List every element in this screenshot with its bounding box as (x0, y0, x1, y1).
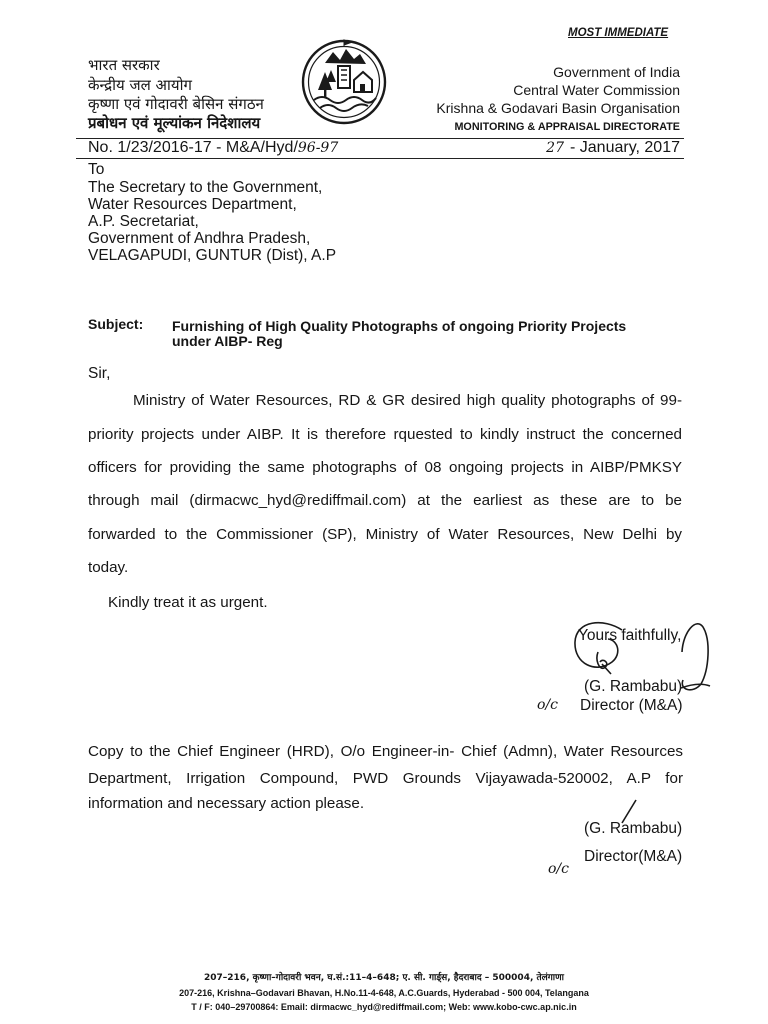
reference-number (88, 139, 338, 157)
letter-date-printed: - January, 2017 (570, 139, 680, 156)
letter-date-day-handwritten: 27 (546, 140, 564, 156)
addressee-line: Government of Andhra Pradesh, (88, 230, 311, 247)
signatory-name: (G. Rambabu) (584, 678, 683, 695)
copy-signatory-note-handwritten: o/c (548, 861, 569, 877)
letterhead-directorate: MONITORING & APPRAISAL DIRECTORATE (454, 121, 680, 133)
footer-contact: T / F: 040–29700864: Email: dirmacwc_hyd@rediffmail.com; Web: www.kobo-cwc.ap.nic.in (191, 1002, 577, 1012)
letterhead-hindi-organisation: कृष्णा एवं गोदावरी बेसिन संगठन (88, 95, 264, 113)
body-line: through mail (dirmacwc_hyd@rediffmail.com) at the earliest as these are to be (88, 492, 682, 509)
letterhead-hindi-commission: केन्द्रीय जल आयोग (88, 76, 192, 94)
closing-request: Kindly treat it as urgent. (108, 594, 268, 611)
subject-label: Subject: (88, 316, 144, 332)
addressee-line: A.P. Secretariat, (88, 213, 199, 230)
salutation: Sir, (88, 365, 111, 382)
copy-signatory-name: (G. Rambabu) (584, 820, 683, 837)
copy-to-line: Copy to the Chief Engineer (HRD), O/o Engineer-in- Chief (Admn), Water Resources (88, 743, 683, 760)
addressee-to: To (88, 161, 105, 178)
body-line: priority projects under AIBP. It is therefore rquested to kindly instruct the concerned (88, 426, 682, 443)
footer-address-english: 207-216, Krishna–Godavari Bhavan, H.No.11-4-648, A.C.Guards, Hyderabad - 500 004, Telangana (179, 988, 589, 998)
signatory-note-handwritten: o/c (537, 697, 558, 713)
body-line: Ministry of Water Resources, RD & GR desired high quality photographs of 99- (133, 392, 682, 409)
footer-address-hindi: 207–216, कृष्णा–गोदावरी भवन, घ.सं.:11–4–648; ए. सी. गार्ड्स, हैदराबाद – 500004, तेलंगाणा (204, 973, 564, 983)
addressee-line: VELAGAPUDI, GUNTUR (Dist), A.P (88, 247, 337, 264)
valediction: Yours faithfully, (578, 627, 682, 644)
organisation-seal (298, 36, 390, 126)
letterhead-organisation: Krishna & Godavari Basin Organisation (436, 100, 680, 116)
copy-signatory-designation: Director(M&A) (584, 848, 683, 865)
addressee-line: Water Resources Department, (88, 196, 297, 213)
letterhead-hindi-directorate: प्रबोधन एवं मूल्यांकन निदेशालय (88, 114, 261, 132)
body-line: officers for providing the same photographs of 08 ongoing projects in AIBP/PMKSY (88, 459, 682, 476)
letterhead-government: Government of India (553, 64, 680, 80)
body-line: forwarded to the Commissioner (SP), Ministry of Water Resources, New Delhi by (88, 526, 682, 543)
letter-date (546, 139, 680, 157)
reference-number-handwritten: 96-97 (297, 140, 339, 156)
cwc-emblem-icon (298, 36, 390, 126)
body-line: today. (88, 559, 129, 576)
letterhead-commission: Central Water Commission (513, 82, 680, 98)
priority-label: MOST IMMEDIATE (568, 27, 669, 39)
reference-number-printed: No. 1/23/2016-17 - M&A/Hyd/ (88, 139, 298, 156)
subject-line: under AIBP- Reg (172, 333, 283, 349)
letterhead-hindi-government: भारत सरकार (88, 56, 160, 74)
addressee-line: The Secretary to the Government, (88, 179, 323, 196)
copy-to-line: information and necessary action please. (88, 795, 365, 812)
subject-line: Furnishing of High Quality Photographs of ongoing Priority Projects (172, 318, 627, 334)
copy-to-line: Department, Irrigation Compound, PWD Grounds Vijayawada-520002, A.P for (88, 770, 683, 787)
signatory-designation: Director (M&A) (580, 697, 683, 714)
